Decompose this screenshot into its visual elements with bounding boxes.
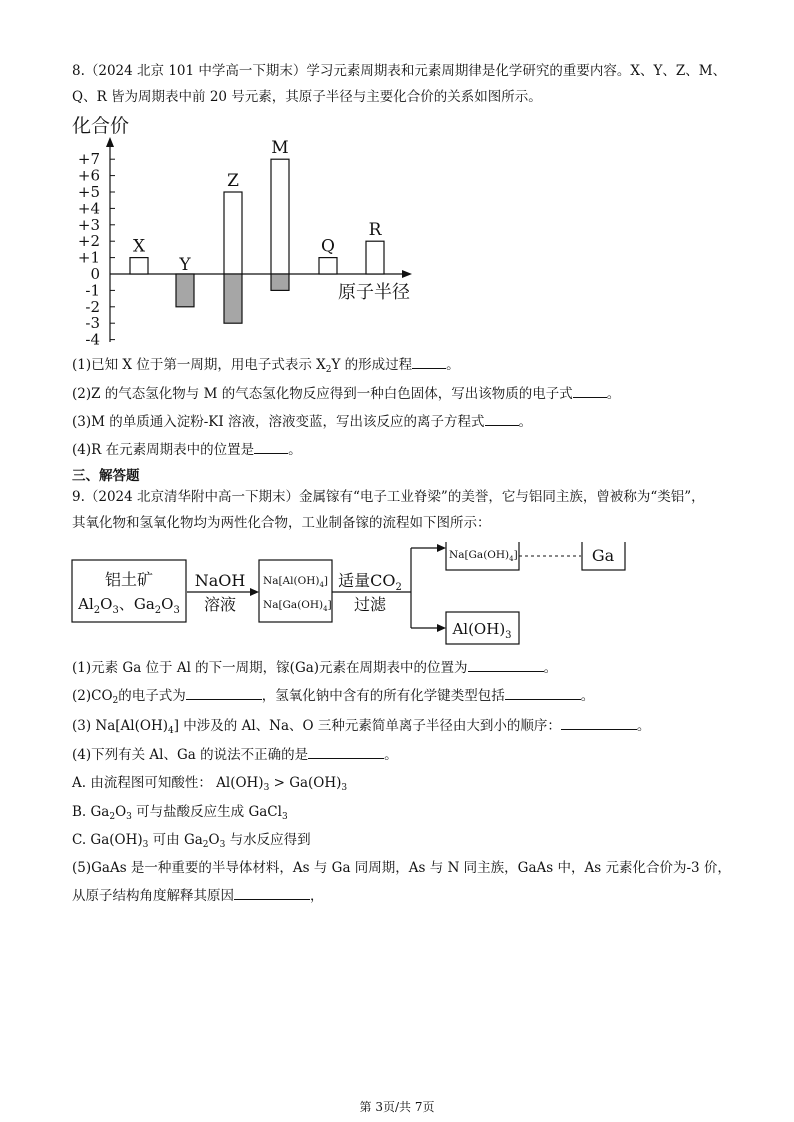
q9-option-c[interactable] (72, 831, 311, 849)
q9-sub5-text: 从原子结构角度解释其原因 (72, 888, 234, 904)
q9-sub1 (72, 659, 557, 677)
q9-sub2-text-a: (2)CO (72, 688, 113, 704)
q9-option-b-sub1: 2 (109, 812, 116, 822)
q9-sub4-blank[interactable] (308, 746, 384, 759)
x-axis-arrow (402, 270, 412, 278)
q9-sub5-line2 (72, 887, 324, 905)
q9-option-c-text-b: 可由 Ga (148, 832, 203, 848)
bar-z-positive (224, 192, 242, 274)
section-title: 三、解答题 (72, 468, 140, 484)
valence-radius-chart (68, 112, 428, 352)
q9-option-c-text-c: O (208, 832, 220, 848)
page-footer: 第 3页/共 7页 (359, 1100, 435, 1114)
q9-option-b-sub3: 3 (281, 812, 288, 822)
q9-sub2-end: 。 (580, 688, 595, 704)
bar-q-positive (319, 258, 337, 274)
y-tick-label: -4 (85, 330, 100, 349)
bauxite-oxides: $Al_2O_3$、$Ga_2O_3$ (78, 595, 180, 616)
q9-sub2-text-c: ，氢氧化钠中含有的所有化学键类型包括 (261, 688, 505, 704)
q8-stem-line1: 8.（2024 北京 101 中学高一下期末）学习元素周期表和元素周期律是化学研究的重要内容。X、Y、Z、M、 (72, 63, 727, 79)
q8-sub1 (72, 356, 460, 374)
y-tick-label: +7 (77, 150, 100, 169)
q9-option-c-sub1: 3 (142, 840, 149, 850)
gallium-flow-diagram (70, 542, 630, 652)
q8-sub1-end: 。 (446, 357, 460, 373)
q9-sub5-blank[interactable] (234, 887, 310, 900)
chart-ylabel: 化合价 (72, 115, 130, 137)
q8-sub3-end: 。 (518, 414, 533, 430)
q8-sub4-text: (4)R 在元素周期表中的位置是 (72, 442, 255, 458)
q9-option-b-text-a: B. Ga (72, 804, 110, 820)
q9-sub4-end: 。 (384, 747, 398, 763)
q9-sub2-text-b: 的电子式为 (118, 688, 186, 704)
q9-sub1-blank[interactable] (468, 659, 544, 672)
q9-stem-line1: 9.（2024 北京清华附中高一下期末）金属镓有“电子工业脊梁”的美誉，它与铝同主族，曾被称为“类铝”， (72, 489, 705, 505)
q9-option-c-sub2: 2 (202, 840, 209, 850)
gallium-label: Ga (591, 546, 615, 565)
q8-sub2 (72, 385, 620, 403)
q9-sub3-text-b: ] 中涉及的 Al、Na、O 三种元素简单离子半径由大到小的顺序： (173, 718, 561, 734)
y-tick-label: +1 (77, 248, 100, 267)
y-tick-label: +4 (77, 199, 100, 218)
gallate-product-label: $Na[Ga(OH)_4]$ (449, 549, 518, 563)
q9-sub3-end: 。 (636, 718, 651, 734)
q9-option-b[interactable] (72, 803, 288, 821)
bar-z-negative (224, 274, 242, 323)
q9-sub3-blank[interactable] (561, 717, 637, 730)
gallate-label: $Na[Ga(OH)_4]$ (263, 599, 332, 613)
q8-sub1-sub: 2 (325, 365, 332, 375)
q9-option-a[interactable] (72, 774, 347, 792)
aluminate-box (259, 560, 332, 622)
q9-option-c-sub3: 3 (219, 840, 226, 850)
q8-sub3 (72, 413, 532, 431)
q8-sub4 (72, 441, 302, 459)
q9-option-b-sub2: 3 (126, 812, 132, 822)
aluminum-hydroxide-label: $Al(OH)_3$ (452, 620, 512, 641)
q9-option-a-sub2: 3 (341, 783, 348, 793)
bar-label-q: Q (321, 236, 335, 257)
q9-sub3 (72, 717, 650, 735)
q9-sub2-sub: 2 (112, 696, 119, 706)
arrow1-solution: 溶液 (203, 595, 237, 614)
q8-sub4-blank[interactable] (254, 441, 288, 454)
q8-sub2-end: 。 (606, 386, 621, 402)
q9-sub2-blank1[interactable] (186, 687, 262, 700)
y-tick-label: 0 (90, 265, 100, 283)
bar-m-negative (271, 274, 289, 290)
q9-option-c-text-a: C. Ga(OH) (72, 832, 143, 848)
q9-sub4-text: (4)下列有关 Al、Ga 的说法不正确的是 (72, 747, 309, 763)
arrow2-filter: 过滤 (353, 595, 387, 614)
bar-label-m: M (271, 138, 289, 159)
bauxite-label: 铝土矿 (104, 570, 154, 589)
bar-y-negative (176, 274, 194, 307)
q9-option-a-text-b: > Ga(OH) (269, 775, 342, 791)
q9-option-c-text-d: 与水反应得到 (225, 832, 311, 848)
y-tick-label: -3 (85, 314, 100, 333)
q9-sub4 (72, 746, 398, 764)
q8-sub1-text-a: (1)已知 X 位于第一周期，用电子式表示 X (72, 357, 326, 373)
aluminate-label: $Na[Al(OH)_4]$ (263, 575, 329, 589)
arrow2-reagent: 适量$CO_2$ (338, 571, 402, 593)
q9-option-a-text-a: A. 由流程图可知酸性： Al(OH) (72, 775, 264, 791)
arrow1-reagent: NaOH (194, 571, 246, 590)
q8-sub1-blank[interactable] (412, 356, 446, 369)
q9-option-b-text-c: 可与盐酸反应生成 GaCl (131, 804, 282, 820)
bar-x-positive (130, 258, 148, 274)
bar-r-positive (366, 241, 384, 274)
q8-sub3-text: (3)M 的单质通入淀粉-KI 溶液，溶液变蓝，写出该反应的离子方程式 (72, 414, 485, 430)
q8-stem-line2: Q、R 皆为周期表中前 20 号元素，其原子半径与主要化合价的关系如图所示。 (72, 89, 542, 105)
y-tick-label: +5 (77, 183, 100, 201)
bar-label-r: R (368, 220, 382, 241)
branch-arrow-top-head (437, 544, 446, 552)
bar-label-x: X (132, 236, 146, 257)
y-tick-label: +2 (77, 232, 100, 251)
bar-label-y: Y (179, 255, 191, 275)
q9-option-b-text-b: O (115, 804, 127, 820)
bar-m-positive (271, 159, 289, 274)
chart-xlabel: 原子半径 (338, 282, 410, 303)
q9-sub3-text-a: (3) Na[Al(OH) (72, 718, 168, 734)
bar-label-z: Z (227, 171, 239, 191)
y-tick-label: -1 (85, 281, 100, 300)
q9-stem-line2: 其氧化物和氢氧化物均为两性化合物，工业制备镓的流程如下图所示： (72, 515, 491, 531)
y-axis-arrow (106, 137, 114, 147)
q9-sub2-blank2[interactable] (505, 687, 581, 700)
q9-sub5-end: ， (310, 888, 324, 904)
branch-arrow-bottom-head (437, 624, 446, 632)
y-tick-label: +3 (77, 215, 100, 234)
q9-sub2 (72, 687, 594, 705)
q8-sub4-end: 。 (288, 442, 302, 458)
q9-sub1-text: (1)元素 Ga 位于 Al 的下一周期，镓(Ga)元素在周期表中的位置为 (72, 660, 468, 676)
q8-sub1-text-b: Y 的形成过程 (331, 357, 413, 373)
q9-sub3-sub: 4 (167, 726, 174, 736)
q9-sub1-end: 。 (543, 660, 558, 676)
q8-sub2-blank[interactable] (573, 385, 607, 398)
q9-option-a-sub1: 3 (263, 783, 270, 793)
y-tick-label: -2 (85, 297, 100, 316)
y-tick-label: +6 (77, 166, 100, 185)
q8-sub3-blank[interactable] (485, 413, 519, 426)
q8-sub2-text: (2)Z 的气态氢化物与 M 的气态氢化物反应得到一种白色固体，写出该物质的电子式 (72, 386, 573, 402)
arrow1-head (250, 588, 259, 596)
q9-sub5-line1: (5)GaAs 是一种重要的半导体材料，As 与 Ga 同周期，As 与 N 同主族，GaAs 中，As 元素化合价为-3 价， (72, 860, 731, 876)
